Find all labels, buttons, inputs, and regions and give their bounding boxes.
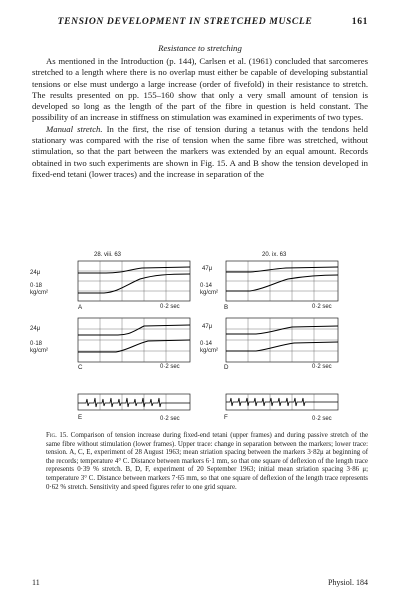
paragraph-1: As mentioned in the Introduction (p. 144), Carlsen et al. (1961) concluded that sarcomeres stretched to a length where there is no overlap must either be capable of developing substantial tensions or else must undergo a large increase (order of fivefold) in their resistance to stretch. The results presented on pp. 155–160 show that only a very small amount of tension is developed so long as the length of the part of the fibre in question is held constant. The possibility of an increase in stiffness on stimulation was examined in experiments of two types. bbox=[32, 56, 368, 123]
page-number: 161 bbox=[351, 16, 368, 27]
panel-b-label: B bbox=[224, 304, 229, 311]
panel-d-time: 0·2 sec bbox=[312, 364, 332, 370]
figure-caption bbox=[46, 432, 368, 492]
panel-f-label: F bbox=[224, 414, 228, 421]
journal-name: Physiol. 184 bbox=[327, 578, 368, 587]
panel-b-trace bbox=[226, 261, 338, 301]
panel-c-time: 0·2 sec bbox=[160, 364, 180, 370]
caption-lead: Fig. 15. bbox=[46, 432, 69, 439]
panel-a-trace bbox=[78, 261, 190, 301]
running-head-title: TENSION DEVELOPMENT IN STRETCHED MUSCLE bbox=[57, 16, 313, 27]
panel-a-length-scale: 24μ bbox=[30, 270, 41, 276]
signature-mark: 11 bbox=[32, 578, 40, 587]
panel-f-time: 0·2 sec bbox=[312, 416, 332, 422]
date-label-right: 20. ix. 63 bbox=[262, 252, 287, 258]
running-head bbox=[32, 16, 368, 30]
panel-d-length-scale: 47μ bbox=[202, 324, 213, 330]
caption-text: Comparison of tension increase during fixed-end tetani (upper frames) and during passive stretch of the same fibre without stimulation (lower frames). Upper trace: change in separation between the markers; lower trace: tension. A, C, E, experiment of 28 August 1963; mean striation spacing between the markers 3·82μ at beginning of the records; temperature 4° C. Distance between markers 6·1 mm, so that one square of deflexion of the length trace represents 0·39 % stretch. B, D, F, experiment of 20 September 1963; initial mean striation spacing 3·86 μ; temperature 3° C. Distance between markers 7·65 mm, so that one square of deflexion of the length trace represents 0·62 % stretch. Sensitivity and speed figures refer to one grid square. bbox=[46, 432, 369, 491]
paragraph-2 bbox=[32, 124, 368, 180]
panel-d-tension-scale: 0·14 kg/cm² bbox=[200, 341, 218, 354]
panel-f-trace bbox=[226, 394, 338, 410]
panel-a-time: 0·2 sec bbox=[160, 304, 180, 310]
body-text bbox=[32, 56, 368, 180]
panel-b-tension-scale: 0·14 kg/cm² bbox=[200, 283, 218, 296]
panel-d-label: D bbox=[224, 364, 229, 371]
panel-d-trace bbox=[226, 318, 338, 362]
date-label-left: 28. viii. 63 bbox=[94, 252, 122, 258]
panel-b-time: 0·2 sec bbox=[312, 304, 332, 310]
panel-e-trace bbox=[78, 394, 190, 410]
paragraph-2-text: In the first, the rise of tension during a tetanus with the tendons held stationary was compared with the rise of tension when the same fibre was stretched, without stimulation, so that the part between the markers was extended by an equal amount. Records obtained in two such experiments are shown in Fig. 15. A and B show the tension developed in fixed-end tetani (lower traces) and the increase in separation of the bbox=[32, 123, 368, 179]
run-in-heading: Manual stretch. bbox=[46, 123, 103, 134]
panel-a-tension-scale: 0·18 kg/cm² bbox=[30, 283, 48, 296]
section-heading: Resistance to stretching bbox=[158, 43, 242, 53]
panel-c-trace bbox=[78, 318, 190, 362]
panel-b-length-scale: 47μ bbox=[202, 266, 213, 272]
panel-e-time: 0·2 sec bbox=[160, 416, 180, 422]
figure-15 bbox=[30, 252, 370, 428]
panel-c-label: C bbox=[78, 364, 83, 371]
panel-a-label: A bbox=[78, 304, 83, 311]
panel-e-label: E bbox=[78, 414, 83, 421]
panel-c-tension-scale: 0·18 kg/cm² bbox=[30, 341, 48, 354]
panel-c-length-scale: 24μ bbox=[30, 326, 41, 332]
